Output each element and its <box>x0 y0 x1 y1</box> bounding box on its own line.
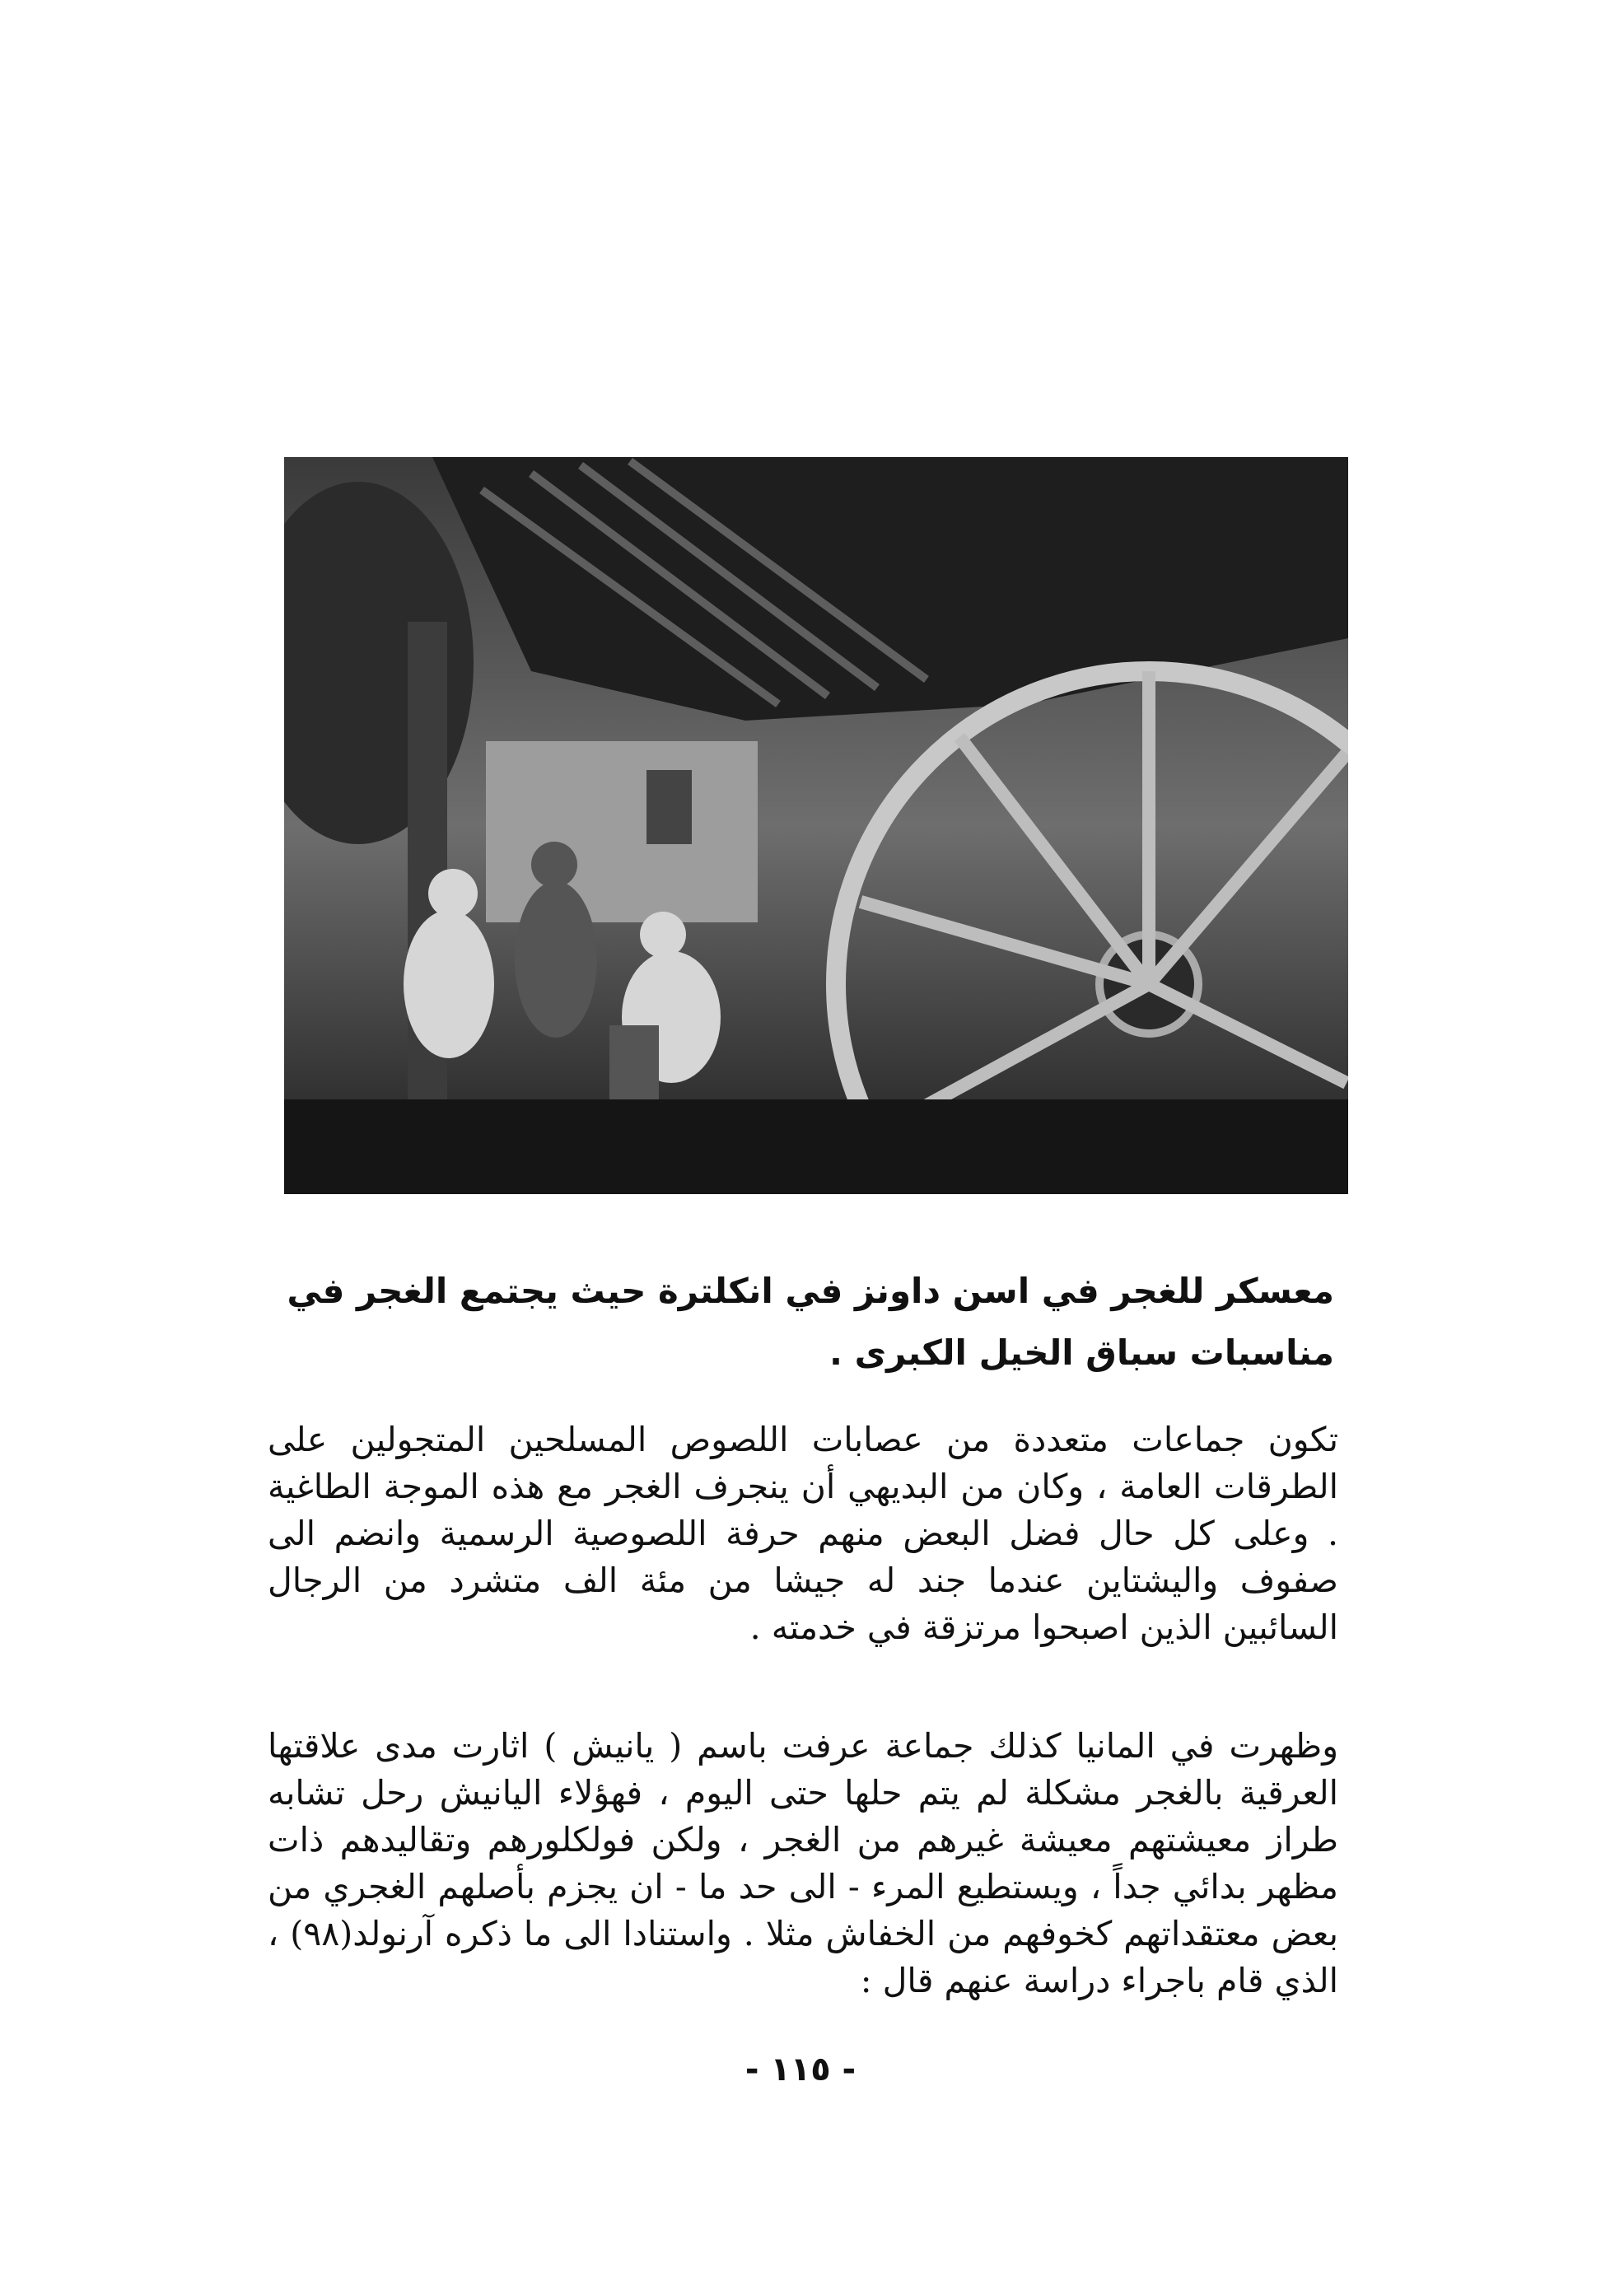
gypsy-camp-photo <box>284 457 1348 1194</box>
body-paragraph-1: تكون جماعات متعددة من عصابات اللصوص المسلحين المتجولين على الطرقات العامة ، وكان من البديهي أن ينجرف الغجر مع هذه الموجة الطاغية . وعلى كل حال فضل البعض منهم حرفة اللصوصية الرسمية وانضم الى صفوف واليشتاين عندما جند له جيشا من مئة الف متشرد من الرجال السائبين الذين اصبحوا مرتزقة في خدمته . <box>268 1420 1338 1647</box>
figure-caption: معسكر للغجر في اسن داونز في انكلترة حيث يجتمع الغجر في مناسبات سباق الخيل الكبرى . <box>287 1271 1334 1373</box>
page-number: - ١١٥ - <box>744 2051 857 2088</box>
figure-photo <box>284 457 1348 1194</box>
body-paragraph-2: وظهرت في المانيا كذلك جماعة عرفت باسم ( يانيش ) اثارت مدى علاقتها العرقية بالغجر مشكلة لم يتم حلها حتى اليوم ، فهؤلاء اليانيش رحل تشابه طراز معيشتهم معيشة غيرهم من الغجر ، ولكن فولكلورهم وتقاليدهم ذات مظهر بدائي جداً ، ويستطيع المرء - الى حد ما - ان يجزم بأصلهم الغجري من بعض معتقداتهم كخوفهم من الخفاش مثلا . واستنادا الى ما ذكره آرنولد(٩٨) ، الذي قام باجراء دراسة عنهم قال : <box>268 1726 1338 2000</box>
